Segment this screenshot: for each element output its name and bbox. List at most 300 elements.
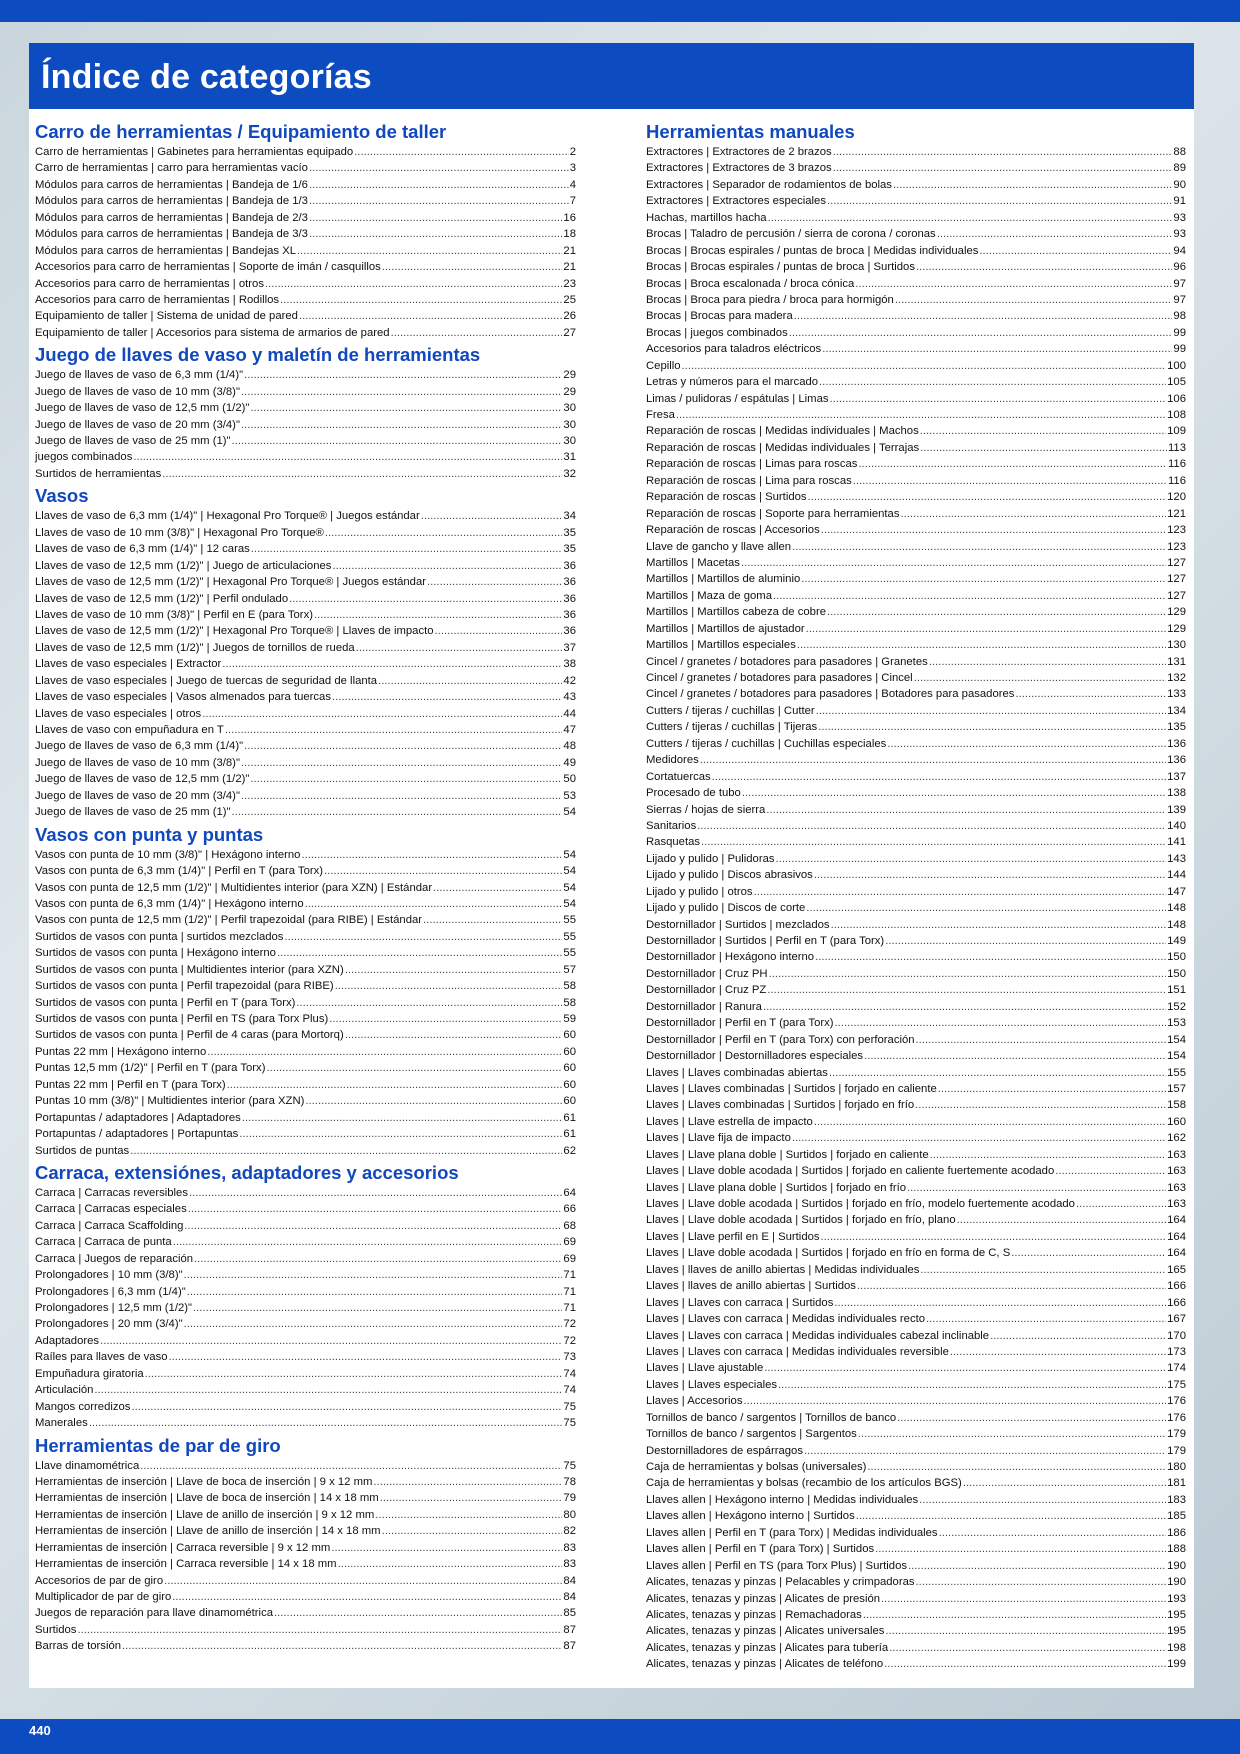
section-vasos-con-punta-y-puntas	[35, 824, 576, 1159]
dot-leader	[855, 276, 1172, 292]
entry-page-number: 188	[1167, 1543, 1186, 1556]
entry-page-number: 54	[563, 881, 576, 894]
index-entry[interactable]	[646, 489, 1186, 505]
index-entry[interactable]	[35, 1507, 576, 1523]
index-entry[interactable]	[35, 1110, 576, 1126]
dot-leader	[309, 193, 569, 209]
index-entry[interactable]	[646, 933, 1186, 949]
dot-leader	[232, 433, 563, 449]
index-entry[interactable]	[646, 1591, 1186, 1607]
index-entry[interactable]	[646, 210, 1186, 226]
index-entry[interactable]	[35, 912, 576, 928]
index-entry[interactable]	[35, 1218, 576, 1234]
entry-label: Alicates, tenazas y pinzas | Alicates universales	[646, 1625, 885, 1638]
dot-leader	[776, 851, 1167, 867]
dot-leader	[94, 1382, 562, 1398]
index-entry[interactable]	[35, 193, 576, 209]
index-entry[interactable]	[35, 1382, 576, 1398]
index-entry[interactable]	[646, 1475, 1186, 1491]
index-entry[interactable]	[35, 863, 576, 879]
entry-page-number: 36	[563, 608, 576, 621]
dot-leader	[827, 193, 1172, 209]
index-entry[interactable]	[35, 673, 576, 689]
section-heading: Herramientas de par de giro	[35, 1434, 281, 1456]
index-entry[interactable]	[646, 243, 1186, 259]
index-entry[interactable]	[646, 440, 1186, 456]
entry-page-number: 147	[1167, 885, 1186, 898]
dot-leader	[929, 654, 1166, 670]
index-entry[interactable]	[35, 367, 576, 383]
entry-label: Llaves de vaso de 12,5 mm (1/2)" | Juegos de tornillos de rueda	[35, 641, 355, 654]
index-entry[interactable]	[35, 1366, 576, 1382]
index-entry[interactable]	[646, 588, 1186, 604]
index-entry[interactable]	[35, 1284, 576, 1300]
dot-leader	[830, 391, 1167, 407]
index-entry[interactable]	[646, 1393, 1186, 1409]
entry-label: Cortatuercas	[646, 770, 711, 783]
dot-leader	[296, 995, 562, 1011]
index-entry[interactable]	[646, 917, 1186, 933]
index-entry[interactable]	[646, 1360, 1186, 1376]
index-entry[interactable]	[646, 719, 1186, 735]
index-entry[interactable]	[646, 1574, 1186, 1590]
section-herramientas-manuales	[646, 121, 1186, 1673]
index-entry[interactable]	[35, 1474, 576, 1490]
dot-leader	[133, 449, 562, 465]
index-entry[interactable]	[646, 292, 1186, 308]
entry-page-number: 85	[563, 1607, 576, 1620]
index-entry[interactable]	[646, 670, 1186, 686]
entry-label: Vasos con punta de 6,3 mm (1/4)" | Perfil en T (para Torx)	[35, 865, 324, 878]
index-entry[interactable]	[646, 785, 1186, 801]
entry-label: Martillos | Martillos de ajustador	[646, 622, 805, 635]
dot-leader	[701, 834, 1166, 850]
index-entry[interactable]	[646, 818, 1186, 834]
entry-label: Articulación	[35, 1384, 94, 1397]
index-entry[interactable]	[646, 966, 1186, 982]
entry-page-number: 164	[1167, 1214, 1186, 1227]
index-entry[interactable]	[35, 1605, 576, 1621]
index-entry[interactable]	[646, 1525, 1186, 1541]
entry-label: Prolongadores | 10 mm (3/8)"	[35, 1269, 183, 1282]
index-entry[interactable]	[646, 1114, 1186, 1130]
index-entry[interactable]	[646, 473, 1186, 489]
index-entry[interactable]	[35, 1201, 576, 1217]
entry-page-number: 60	[563, 1029, 576, 1042]
entry-page-number: 186	[1167, 1526, 1186, 1539]
index-entry[interactable]	[646, 539, 1186, 555]
index-entry[interactable]	[35, 1143, 576, 1159]
entry-page-number: 185	[1167, 1510, 1186, 1523]
entry-label: Lijado y pulido | Pulidoras	[646, 852, 775, 865]
index-entry[interactable]	[646, 522, 1186, 538]
entry-page-number: 75	[563, 1459, 576, 1472]
entry-page-number: 87	[563, 1640, 576, 1653]
entry-label: Multiplicador de par de giro	[35, 1591, 172, 1603]
index-entry[interactable]	[35, 1523, 576, 1539]
entry-page-number: 36	[563, 625, 576, 638]
index-entry[interactable]	[646, 1492, 1186, 1508]
index-entry[interactable]	[35, 1011, 576, 1027]
entry-label: Equipamiento de taller | Accesorios para sistema de armarios de pared	[35, 326, 390, 339]
index-entry[interactable]	[646, 1097, 1186, 1113]
index-entry[interactable]	[646, 736, 1186, 752]
index-entry[interactable]	[646, 555, 1186, 571]
entry-page-number: 93	[1173, 211, 1186, 224]
entry-page-number: 149	[1167, 935, 1186, 947]
entry-page-number: 54	[563, 865, 576, 878]
index-entry[interactable]	[646, 1377, 1186, 1393]
index-entry[interactable]	[35, 1638, 576, 1654]
index-entry[interactable]	[35, 1540, 576, 1556]
entry-page-number: 164	[1167, 1230, 1186, 1243]
index-entry[interactable]	[646, 900, 1186, 916]
dot-leader	[100, 1333, 562, 1349]
entry-page-number: 37	[563, 641, 576, 654]
index-entry[interactable]	[35, 722, 576, 738]
dot-leader	[853, 473, 1167, 489]
index-entry[interactable]	[35, 929, 576, 945]
entry-page-number: 93	[1173, 228, 1186, 241]
index-entry[interactable]	[646, 1196, 1186, 1212]
entry-label: Llaves | Llaves con carraca | Medidas individuales recto	[646, 1313, 926, 1326]
index-entry[interactable]	[35, 384, 576, 400]
index-entry[interactable]	[35, 1044, 576, 1060]
index-entry[interactable]	[646, 226, 1186, 242]
index-entry[interactable]	[646, 1130, 1186, 1146]
dot-leader	[184, 1316, 563, 1332]
entry-label: Carraca | Carracas especiales	[35, 1203, 187, 1216]
dot-leader	[920, 440, 1167, 456]
entry-label: Llaves allen | Perfil en TS (para Torx Plus) | Surtidos	[646, 1559, 908, 1572]
index-entry[interactable]	[35, 640, 576, 656]
index-entry[interactable]	[35, 558, 576, 574]
entry-page-number: 163	[1167, 1181, 1186, 1194]
index-entry[interactable]	[35, 1399, 576, 1415]
entry-page-number: 88	[1173, 146, 1186, 158]
entry-page-number: 94	[1173, 244, 1186, 257]
index-entry[interactable]	[646, 506, 1186, 522]
index-entry[interactable]	[646, 571, 1186, 587]
index-entry[interactable]	[35, 771, 576, 787]
entry-page-number: 42	[563, 674, 576, 687]
entry-page-number: 36	[563, 559, 576, 572]
top-brand-bar	[0, 0, 1240, 22]
entry-page-number: 30	[563, 435, 576, 447]
entry-label: Llaves | Llaves con carraca | Surtidos	[646, 1296, 834, 1309]
index-entry[interactable]	[35, 210, 576, 226]
entry-page-number: 116	[1167, 458, 1186, 471]
index-entry[interactable]	[646, 621, 1186, 637]
index-entry[interactable]	[35, 1573, 576, 1589]
entry-label: Destornillador | Destornilladores especiales	[646, 1050, 864, 1063]
dot-leader	[819, 374, 1166, 390]
index-entry[interactable]	[646, 407, 1186, 423]
entry-label: Surtidos de vasos con punta | surtidos mezclados	[35, 930, 284, 943]
entry-label: Extractores | Extractores de 3 brazos	[646, 162, 832, 175]
entry-label: Llave dinamométrica	[35, 1459, 140, 1472]
index-entry[interactable]	[646, 1607, 1186, 1623]
entry-label: Juego de llaves de vaso de 6,3 mm (1/4)"	[35, 369, 244, 382]
index-entry[interactable]	[35, 1027, 576, 1043]
index-entry[interactable]	[646, 982, 1186, 998]
index-entry[interactable]	[35, 1490, 576, 1506]
index-entry[interactable]	[646, 1541, 1186, 1557]
index-entry[interactable]	[35, 1126, 576, 1142]
index-entry[interactable]	[35, 243, 576, 259]
index-entry[interactable]	[646, 834, 1186, 850]
index-entry[interactable]	[35, 449, 576, 465]
index-entry[interactable]	[646, 851, 1186, 867]
index-entry[interactable]	[646, 999, 1186, 1015]
dot-leader	[284, 929, 562, 945]
index-entry[interactable]	[35, 226, 576, 242]
index-entry[interactable]	[646, 1459, 1186, 1475]
index-entry[interactable]	[646, 654, 1186, 670]
index-entry[interactable]	[35, 433, 576, 449]
dot-leader	[884, 1656, 1166, 1672]
index-entry[interactable]	[646, 1508, 1186, 1524]
index-entry[interactable]	[646, 867, 1186, 883]
entry-label: Alicates, tenazas y pinzas | Pelacables y crimpadoras	[646, 1576, 915, 1589]
dot-leader	[354, 144, 569, 160]
index-entry[interactable]	[35, 962, 576, 978]
index-entry[interactable]	[646, 1180, 1186, 1196]
index-entry[interactable]	[35, 276, 576, 292]
index-entry[interactable]	[35, 1267, 576, 1283]
index-entry[interactable]	[35, 880, 576, 896]
entry-page-number: 150	[1167, 951, 1186, 964]
index-entry[interactable]	[35, 995, 576, 1011]
index-entry[interactable]	[35, 788, 576, 804]
entry-page-number: 35	[563, 526, 576, 539]
index-entry[interactable]	[646, 1443, 1186, 1459]
index-entry[interactable]	[35, 1185, 576, 1201]
index-entry[interactable]	[35, 1234, 576, 1250]
index-entry[interactable]	[646, 308, 1186, 324]
entry-label: Carraca | Carraca de punta	[35, 1236, 172, 1249]
index-entry[interactable]	[646, 884, 1186, 900]
index-entry[interactable]	[646, 391, 1186, 407]
index-entry[interactable]	[35, 400, 576, 416]
entry-label: Llaves | Llave doble acodada | Surtidos | forjado en caliente fuertemente acodado	[646, 1165, 1055, 1178]
index-entry[interactable]	[35, 607, 576, 623]
index-entry[interactable]	[35, 466, 576, 482]
dot-leader	[700, 752, 1166, 768]
entry-page-number: 150	[1167, 967, 1186, 980]
index-entry[interactable]	[35, 706, 576, 722]
index-entry[interactable]	[35, 847, 576, 863]
index-entry[interactable]	[646, 341, 1186, 357]
index-entry[interactable]	[35, 574, 576, 590]
entry-label: Juegos de reparación para llave dinamométrica	[35, 1607, 273, 1620]
index-entry[interactable]	[35, 1556, 576, 1572]
index-entry[interactable]	[646, 1328, 1186, 1344]
entry-page-number: 72	[563, 1334, 576, 1347]
index-entry[interactable]	[646, 1032, 1186, 1048]
dot-leader	[778, 1377, 1166, 1393]
index-entry[interactable]	[35, 1300, 576, 1316]
index-entry[interactable]	[35, 292, 576, 308]
entry-page-number: 123	[1167, 540, 1186, 553]
index-entry[interactable]	[35, 978, 576, 994]
index-entry[interactable]	[646, 1212, 1186, 1228]
entry-page-number: 127	[1167, 589, 1186, 602]
entry-label: Puntas 12,5 mm (1/2)" | Perfil en T (para Torx)	[35, 1062, 266, 1075]
index-entry[interactable]	[35, 1349, 576, 1365]
dot-leader	[162, 466, 562, 482]
index-entry[interactable]	[646, 1262, 1186, 1278]
index-entry[interactable]	[646, 177, 1186, 193]
dot-leader	[297, 243, 562, 259]
dot-leader	[242, 1110, 563, 1126]
entry-label: Cutters / tijeras / cuchillas | Cutter	[646, 704, 815, 717]
index-entry[interactable]	[35, 1060, 576, 1076]
dot-leader	[309, 226, 562, 242]
index-entry[interactable]	[646, 1295, 1186, 1311]
index-entry[interactable]	[646, 637, 1186, 653]
index-entry[interactable]	[35, 1458, 576, 1474]
index-entry[interactable]	[646, 1081, 1186, 1097]
entry-label: Llaves de vaso con empuñadura en T	[35, 724, 224, 736]
index-entry[interactable]	[646, 160, 1186, 176]
section-heading: Carraca, extensiónes, adaptadores y accesorios	[35, 1161, 459, 1183]
index-entry[interactable]	[646, 769, 1186, 785]
entry-label: Llaves de vaso de 10 mm (3/8)" | Hexagonal Pro Torque®	[35, 526, 324, 539]
index-entry[interactable]	[35, 1077, 576, 1093]
index-entry[interactable]	[646, 259, 1186, 275]
entry-label: Juego de llaves de vaso de 25 mm (1)"	[35, 806, 231, 819]
index-entry[interactable]	[35, 1093, 576, 1109]
index-entry[interactable]	[646, 752, 1186, 768]
index-entry[interactable]	[35, 259, 576, 275]
dot-leader	[814, 1114, 1166, 1130]
index-entry[interactable]	[35, 325, 576, 341]
index-entry[interactable]	[646, 1558, 1186, 1574]
dot-leader	[265, 276, 562, 292]
entry-label: Llaves de vaso de 12,5 mm (1/2)" | Juego de articulaciones	[35, 559, 332, 572]
index-entry[interactable]	[646, 1426, 1186, 1442]
index-entry[interactable]	[35, 896, 576, 912]
index-entry[interactable]	[35, 689, 576, 705]
index-entry[interactable]	[646, 1311, 1186, 1327]
index-entry[interactable]	[35, 1316, 576, 1332]
dot-leader	[916, 1032, 1167, 1048]
entry-label: Empuñadura giratoria	[35, 1367, 144, 1380]
index-entry[interactable]	[646, 374, 1186, 390]
index-entry[interactable]	[35, 177, 576, 193]
index-entry[interactable]	[646, 456, 1186, 472]
dot-leader	[816, 703, 1166, 719]
entry-label: Portapuntas / adaptadores | Portapuntas	[35, 1128, 239, 1141]
index-entry[interactable]	[646, 193, 1186, 209]
index-entry[interactable]	[646, 1163, 1186, 1179]
index-entry[interactable]	[646, 1410, 1186, 1426]
entry-label: Cincel / granetes / botadores para pasadores | Cincel	[646, 672, 913, 684]
index-entry[interactable]	[646, 325, 1186, 341]
entry-label: Carraca | Juegos de reparación	[35, 1252, 194, 1265]
entry-page-number: 99	[1173, 326, 1186, 339]
index-entry[interactable]	[646, 1344, 1186, 1360]
entry-label: Llaves | llaves de anillo abiertas | Medidas individuales	[646, 1263, 920, 1276]
index-entry[interactable]	[646, 1623, 1186, 1639]
dot-leader	[920, 1262, 1166, 1278]
index-entry[interactable]	[35, 1622, 576, 1638]
index-entry[interactable]	[646, 1048, 1186, 1064]
entry-label: Llaves | Llave fija de impacto	[646, 1132, 791, 1145]
entry-label: Surtidos de herramientas	[35, 467, 162, 480]
entry-page-number: 140	[1167, 819, 1186, 832]
entry-label: Surtidos	[35, 1623, 77, 1636]
index-entry[interactable]	[646, 144, 1186, 160]
dot-leader	[241, 417, 562, 433]
index-entry[interactable]	[646, 703, 1186, 719]
index-entry[interactable]	[646, 1147, 1186, 1163]
index-entry[interactable]	[646, 1278, 1186, 1294]
dot-leader	[329, 1011, 562, 1027]
index-entry[interactable]	[646, 1656, 1186, 1672]
index-entry[interactable]	[35, 541, 576, 557]
index-entry[interactable]	[646, 949, 1186, 965]
index-entry[interactable]	[35, 144, 576, 160]
page-number: 440	[29, 1723, 51, 1738]
index-entry[interactable]	[35, 508, 576, 524]
index-entry[interactable]	[35, 656, 576, 672]
index-entry[interactable]	[646, 686, 1186, 702]
entry-label: Alicates, tenazas y pinzas | Alicates de presión	[646, 1592, 881, 1605]
index-entry[interactable]	[35, 755, 576, 771]
index-entry[interactable]	[646, 802, 1186, 818]
index-entry[interactable]	[35, 804, 576, 820]
index-entry[interactable]	[646, 1015, 1186, 1031]
entry-page-number: 154	[1167, 1050, 1186, 1063]
index-entry[interactable]	[646, 1229, 1186, 1245]
entry-page-number: 4	[569, 178, 576, 191]
dot-leader	[834, 1295, 1166, 1311]
entry-page-number: 61	[563, 1128, 576, 1141]
index-entry[interactable]	[646, 423, 1186, 439]
entry-page-number: 68	[563, 1219, 576, 1232]
entry-page-number: 7	[569, 195, 576, 208]
index-entry[interactable]	[35, 1333, 576, 1349]
entry-page-number: 158	[1167, 1099, 1186, 1112]
index-entry[interactable]	[646, 1640, 1186, 1656]
entry-label: Martillos | Martillos cabeza de cobre	[646, 606, 826, 619]
index-entry[interactable]	[646, 1245, 1186, 1261]
index-entry[interactable]	[35, 591, 576, 607]
index-entry[interactable]	[646, 604, 1186, 620]
index-entry[interactable]	[35, 1415, 576, 1431]
entry-label: Surtidos de vasos con punta | Multidientes interior (para XZN)	[35, 963, 344, 976]
index-entry[interactable]	[35, 1251, 576, 1267]
index-entry[interactable]	[35, 1589, 576, 1605]
dot-leader	[345, 962, 563, 978]
entry-page-number: 83	[563, 1558, 576, 1571]
entry-label: Reparación de roscas | Lima para roscas	[646, 474, 852, 487]
index-entry[interactable]	[35, 417, 576, 433]
dot-leader	[207, 1044, 562, 1060]
index-entry[interactable]	[35, 308, 576, 324]
index-entry[interactable]	[35, 623, 576, 639]
index-entry[interactable]	[646, 358, 1186, 374]
index-entry[interactable]	[646, 1065, 1186, 1081]
entry-label: Llaves | Llave perfil en E | Surtidos	[646, 1230, 820, 1243]
index-entry[interactable]	[35, 525, 576, 541]
index-entry[interactable]	[646, 276, 1186, 292]
index-entry[interactable]	[35, 738, 576, 754]
index-entry[interactable]	[35, 945, 576, 961]
index-entry[interactable]	[35, 160, 576, 176]
